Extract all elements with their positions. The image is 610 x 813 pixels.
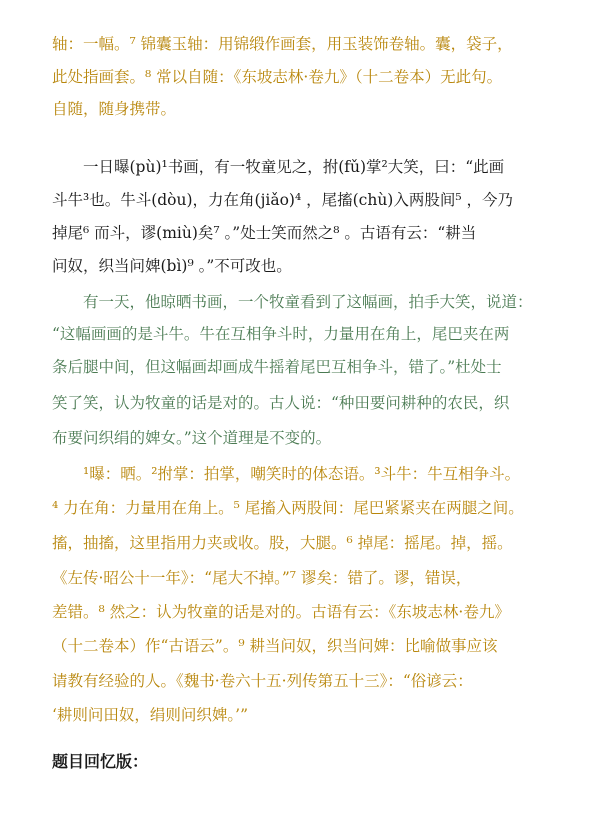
annotation-line: ⁴ 力在角：力量用在角上。⁵ 尾搐入两股间：尾巴紧紧夹在两腿之间。 bbox=[52, 499, 524, 517]
original-text-line: 问奴，织当问婢(bì)⁹ 。”不可改也。 bbox=[52, 257, 292, 275]
annotation-line: ¹曝：晒。²拊掌：拍掌，嘲笑时的体态语。³斗牛：牛互相争斗。 bbox=[52, 465, 521, 483]
original-text-line: 斗牛³也。牛斗(dòu)，力在角(jiǎo)⁴ ，尾搐(chù)入两股间⁵ ，今乃 bbox=[52, 191, 513, 209]
note-top-line: 轴：一幅。⁷ 锦囊玉轴：用锦缎作画套，用玉装饰卷轴。囊，袋子， bbox=[52, 35, 513, 53]
annotation-line: 请教有经验的人。《魏书·卷六十五·列传第五十三》：“俗谚云： bbox=[52, 672, 473, 690]
translation-line: 布要问织绢的婢女。”这个道理是不变的。 bbox=[52, 429, 332, 447]
translation-line: 条后腿中间，但这幅画却画成牛摇着尾巴互相争斗，错了。”杜处士 bbox=[52, 358, 502, 376]
section-heading: 题目回忆版： bbox=[52, 752, 149, 771]
annotation-line: 《左传·昭公十一年》：“尾大不掉。”⁷ 谬矣：错了。谬，错误， bbox=[52, 569, 472, 587]
translation-line: “这幅画画的是斗牛。牛在互相争斗时，力量用在角上，尾巴夹在两 bbox=[52, 325, 510, 343]
annotation-line: ‘耕则问田奴，绢则问织婢。’” bbox=[52, 706, 249, 724]
translation-line: 笑了笑，认为牧童的话是对的。古人说：“种田要问耕种的农民，织 bbox=[52, 394, 510, 412]
original-text-line: 掉尾⁶ 而斗，谬(miù)矣⁷ 。”处士笑而然之⁸ 。古语有云：“耕当 bbox=[52, 224, 477, 242]
annotation-line: （十二卷本）作“古语云”。⁹ 耕当问奴，织当问婢：比喻做事应该 bbox=[52, 637, 498, 655]
annotation-line: 差错。⁸ 然之：认为牧童的话是对的。古语有云：《东坡志林·卷九》 bbox=[52, 603, 510, 621]
note-top-line: 此处指画套。⁸ 常以自随：《东坡志林·卷九》（十二卷本）无此句。 bbox=[52, 68, 503, 86]
translation-line: 有一天，他晾晒书画，一个牧童看到了这幅画，拍手大笑，说道： bbox=[52, 293, 533, 311]
note-top-line: 自随，随身携带。 bbox=[52, 100, 177, 118]
original-text-line: 一日曝(pù)¹书画，有一牧童见之，拊(fǔ)掌²大笑，曰：“此画 bbox=[52, 158, 505, 176]
annotation-line: 搐，抽搐，这里指用力夹或收。股，大腿。⁶ 掉尾：摇尾。掉，摇。 bbox=[52, 534, 513, 552]
